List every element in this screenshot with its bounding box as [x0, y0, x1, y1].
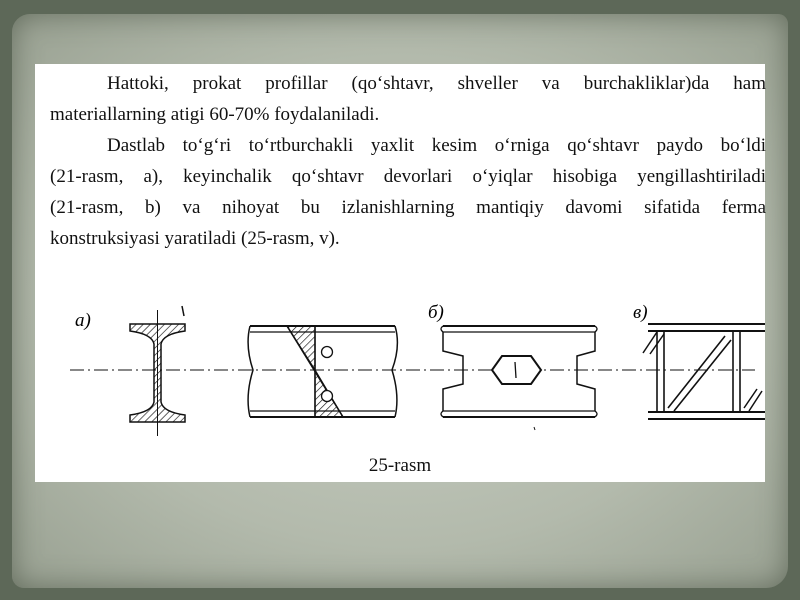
paragraph-line: (21-rasm, b) va nihoyat bu izlanishlarning mantiqiy davomi sifatida ferma [50, 197, 766, 218]
paragraph-line: Dastlab to‘g‘ri to‘rtburchakli yaxlit kesim o‘rniga qo‘shtavr paydo bo‘ldi [107, 135, 766, 156]
paragraph-line: (21-rasm, a), keyinchalik qo‘shtavr devorlari o‘yiqlar hisobiga yengillashtiriladi [50, 166, 766, 187]
truss [643, 324, 765, 419]
i-beam-section [130, 306, 185, 436]
castellated-beam [441, 326, 597, 430]
label-a: a) [75, 310, 91, 331]
label-b: б) [428, 302, 444, 323]
paragraph-2 [50, 130, 766, 254]
solid-beam-elevation [248, 326, 397, 417]
paragraph-1 [50, 68, 766, 130]
paragraph-line: konstruksiyasi yaratiladi (25-rasm, v). [50, 228, 340, 249]
label-v: в) [633, 302, 648, 323]
beam-figure [65, 296, 765, 446]
figure-caption: 25-rasm [368, 455, 432, 476]
paragraph-line: Hattoki, prokat profillar (qo‘shtavr, shveller va burchakliklar)da ham [107, 73, 766, 94]
document-page [35, 64, 765, 482]
paragraph-line: materiallarning atigi 60-70% foydalaniladi. [50, 104, 380, 125]
